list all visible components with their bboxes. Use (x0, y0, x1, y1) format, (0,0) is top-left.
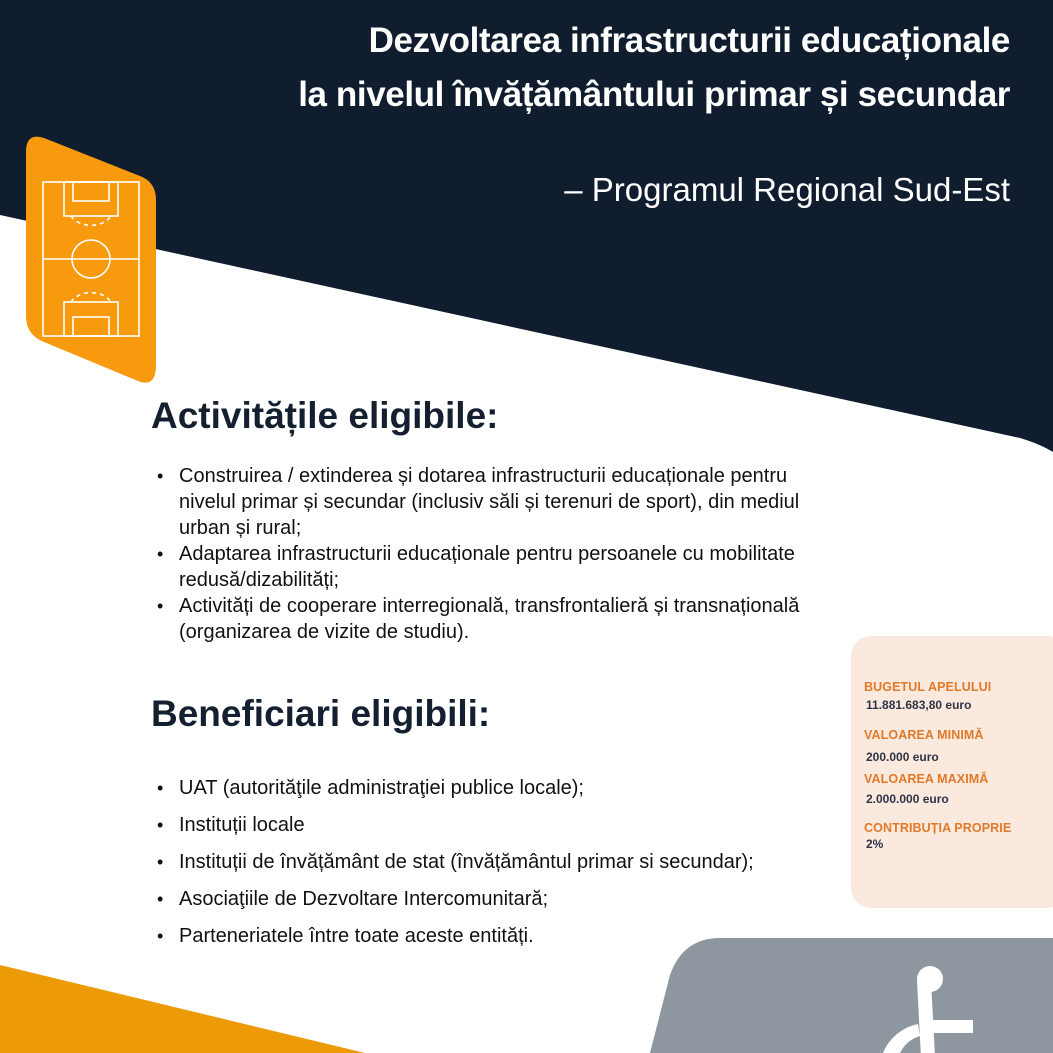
budget-card (851, 636, 1053, 908)
list-item: • Instituții locale (157, 807, 754, 844)
min-value-label: VALOAREA MINIMĂ (864, 728, 984, 742)
list-item: • UAT (autorităţile administraţiei publice locale); (157, 770, 754, 807)
page-subtitle: – Programul Regional Sud-Est (564, 171, 1010, 208)
list-item: • Asociaţiile de Dezvoltare Intercomunitară; (157, 881, 754, 918)
activities-list (157, 463, 799, 645)
call-budget-label: BUGETUL APELULUI (864, 680, 992, 694)
gray-corner-panel (650, 938, 1053, 1053)
min-value: 200.000 euro (866, 750, 939, 764)
page-title (110, 14, 1010, 122)
list-item: • Parteneriatele între toate aceste entități. (157, 918, 754, 955)
title-line-2: la nivelul învățământului primar și secundar (298, 75, 1010, 114)
list-item: • Instituții de învățământ de stat (învățământul primar si secundar); (157, 844, 754, 881)
list-item: • Adaptarea infrastructurii educaționale pentru persoanele cu mobilitate redusă/dizabilități; (157, 541, 799, 593)
own-contribution-value: 2% (866, 837, 884, 851)
beneficiaries-heading: Beneficiari eligibili: (151, 693, 491, 734)
max-value: 2.000.000 euro (866, 792, 949, 806)
title-line-1: Dezvoltarea infrastructurii educaționale (368, 21, 1010, 60)
orange-corner-triangle (0, 965, 365, 1053)
list-item: • Construirea / extinderea și dotarea infrastructurii educaționale pentru nivelul primar și secundar (inclusiv săli și terenuri de sport), din mediul urban și rural; (157, 463, 799, 541)
list-item: • Activități de cooperare interregională, transfrontalieră și transnațională (organizarea de vizite de studiu). (157, 593, 799, 645)
activities-heading: Activitățile eligibile: (151, 395, 499, 436)
beneficiaries-list (157, 770, 754, 955)
call-budget-value: 11.881.683,80 euro (866, 698, 972, 712)
own-contribution-label: CONTRIBUȚIA PROPRIE (864, 821, 1012, 835)
max-value-label: VALOAREA MAXIMĂ (864, 772, 989, 786)
